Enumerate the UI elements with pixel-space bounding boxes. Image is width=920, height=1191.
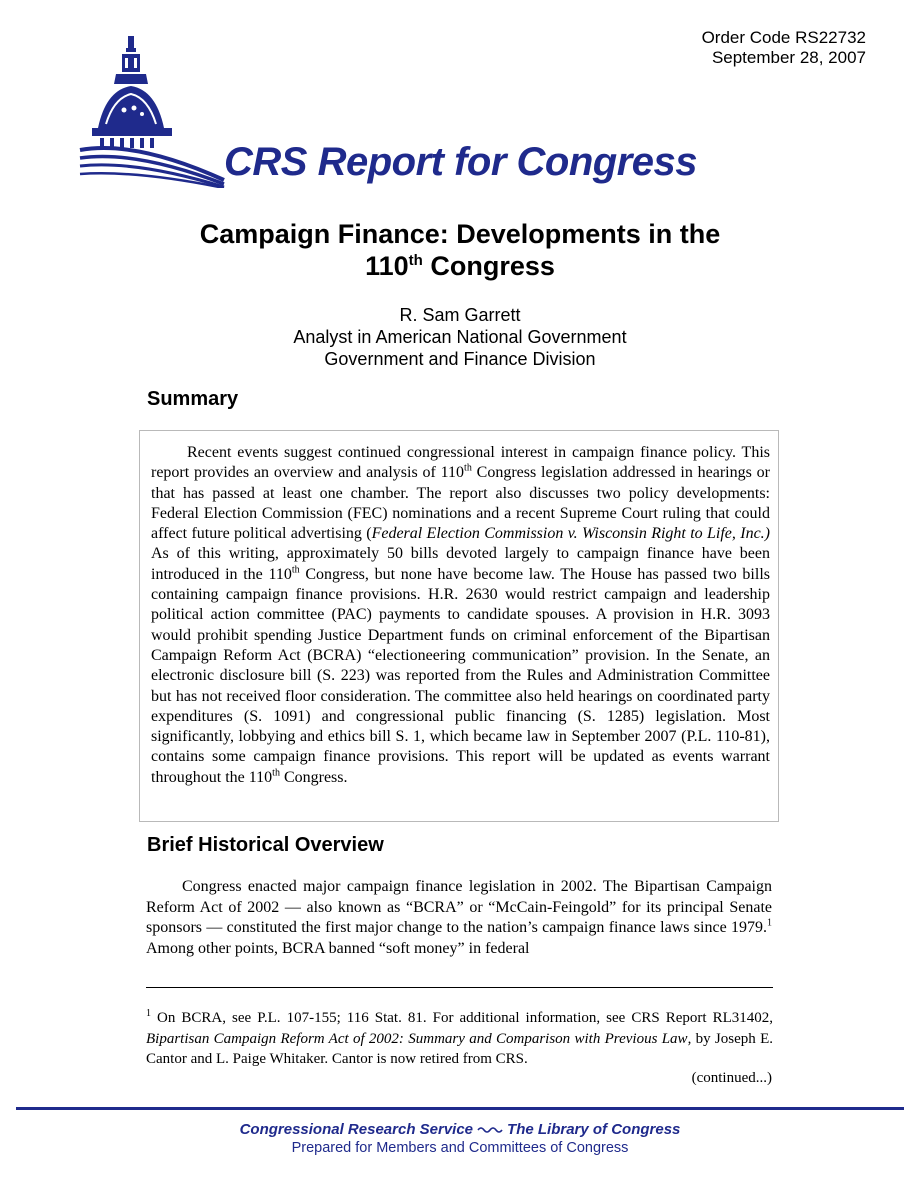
- footer-prepared-line: Prepared for Members and Committees of Congress: [291, 1140, 629, 1156]
- author-name: R. Sam Garrett: [399, 305, 521, 325]
- author-block: [0, 304, 920, 370]
- report-title: [0, 218, 920, 282]
- history-heading: Brief Historical Overview: [147, 834, 384, 856]
- footer-divider: [16, 1107, 904, 1110]
- order-code: Order Code RS22732: [701, 28, 866, 47]
- continued-label: (continued...): [691, 1070, 772, 1086]
- footer-crs-line: [0, 1121, 920, 1138]
- order-info: [702, 28, 866, 68]
- footer-library: The Library of Congress: [507, 1121, 681, 1138]
- title-congress-word: Congress: [422, 251, 555, 281]
- report-masthead: CRS Report for Congress: [224, 140, 697, 184]
- footnote: $^1$ On BCRA, see P.L. 107-155; 116 Stat. 81. For additional information, see CRS Report RL31402, Bipartisan Campaign Reform Act of 2002: Summary and Comparison with Previous Law, by Joseph E. Cantor and L. Paige Whitaker. Cantor is now retired from CRS.: [146, 1008, 773, 1067]
- footnote-italic-title: Bipartisan Campaign Reform Act of 2002: Summary and Comparison with Previous Law: [146, 1030, 688, 1047]
- history-paragraph: Congress enacted major campaign finance legislation in 2002. The Bipartisan Campaign Reform Act of 2002 — also known as “BCRA” or “McCain-Feingold” for its principal Senate sponsors — constituted the first major change to the nation’s campaign finance laws since 1979.$^1$ Among other points, BCRA banned “soft money” in federal: [146, 878, 772, 957]
- author-division: Government and Finance Division: [324, 349, 596, 369]
- library-ornament-icon: [477, 1125, 503, 1135]
- capitol-dome-icon: [76, 28, 226, 188]
- title-superscript: th: [408, 252, 423, 269]
- title-line-1: Campaign Finance: Developments in the: [199, 219, 721, 249]
- title-congress-number: 110: [365, 251, 409, 281]
- summary-heading: Summary: [147, 388, 239, 410]
- author-title: Analyst in American National Government: [293, 327, 627, 347]
- title-line-2: [0, 250, 920, 282]
- report-date: September 28, 2007: [711, 48, 866, 67]
- footer-crs: Congressional Research Service: [239, 1121, 474, 1138]
- case-name: Federal Election Commission v. Wisconsin Right to Life, Inc.): [371, 525, 770, 543]
- footnote-ref[interactable]: 1: [767, 917, 772, 929]
- footnote-divider: [146, 987, 773, 988]
- footnote-number: 1: [146, 1008, 151, 1019]
- summary-paragraph: Recent events suggest continued congressional interest in campaign finance policy. This report provides an overview and analysis of 110th Congress legislation addressed in hearings or that has passed at least one chamber. The report also discusses two policy developments: Federal Election Commission (FEC) nominations and a recent Supreme Court ruling that could affect future political advertising (Federal Election Commission v. Wisconsin Right to Life, Inc.) As of this writing, approximately 50 bills devoted largely to campaign finance have been introduced in the 110th Congress, but none have become law. The House has passed two bills containing campaign finance provisions. H.R. 2630 would restrict campaign and leadership political action committee (PAC) payments to candidate spouses. A provision in H.R. 3093 would prohibit spending Justice Department funds on criminal enforcement of the Bipartisan Campaign Reform Act (BCRA) “electioneering communication” provision. In the Senate, an electronic disclosure bill (S. 223) was reported from the Rules and Administration Committee but has not received floor consideration. The committee also held hearings on coordinated party expenditures (S. 1091) and congressional public financing (S. 1285) legislation. Most significantly, lobbying and ethics bill S. 1, which became law in September 2007 (P.L. 110-81), contains some campaign finance provisions. This report will be updated as events warrant throughout the 110th Congress.: [151, 444, 770, 786]
